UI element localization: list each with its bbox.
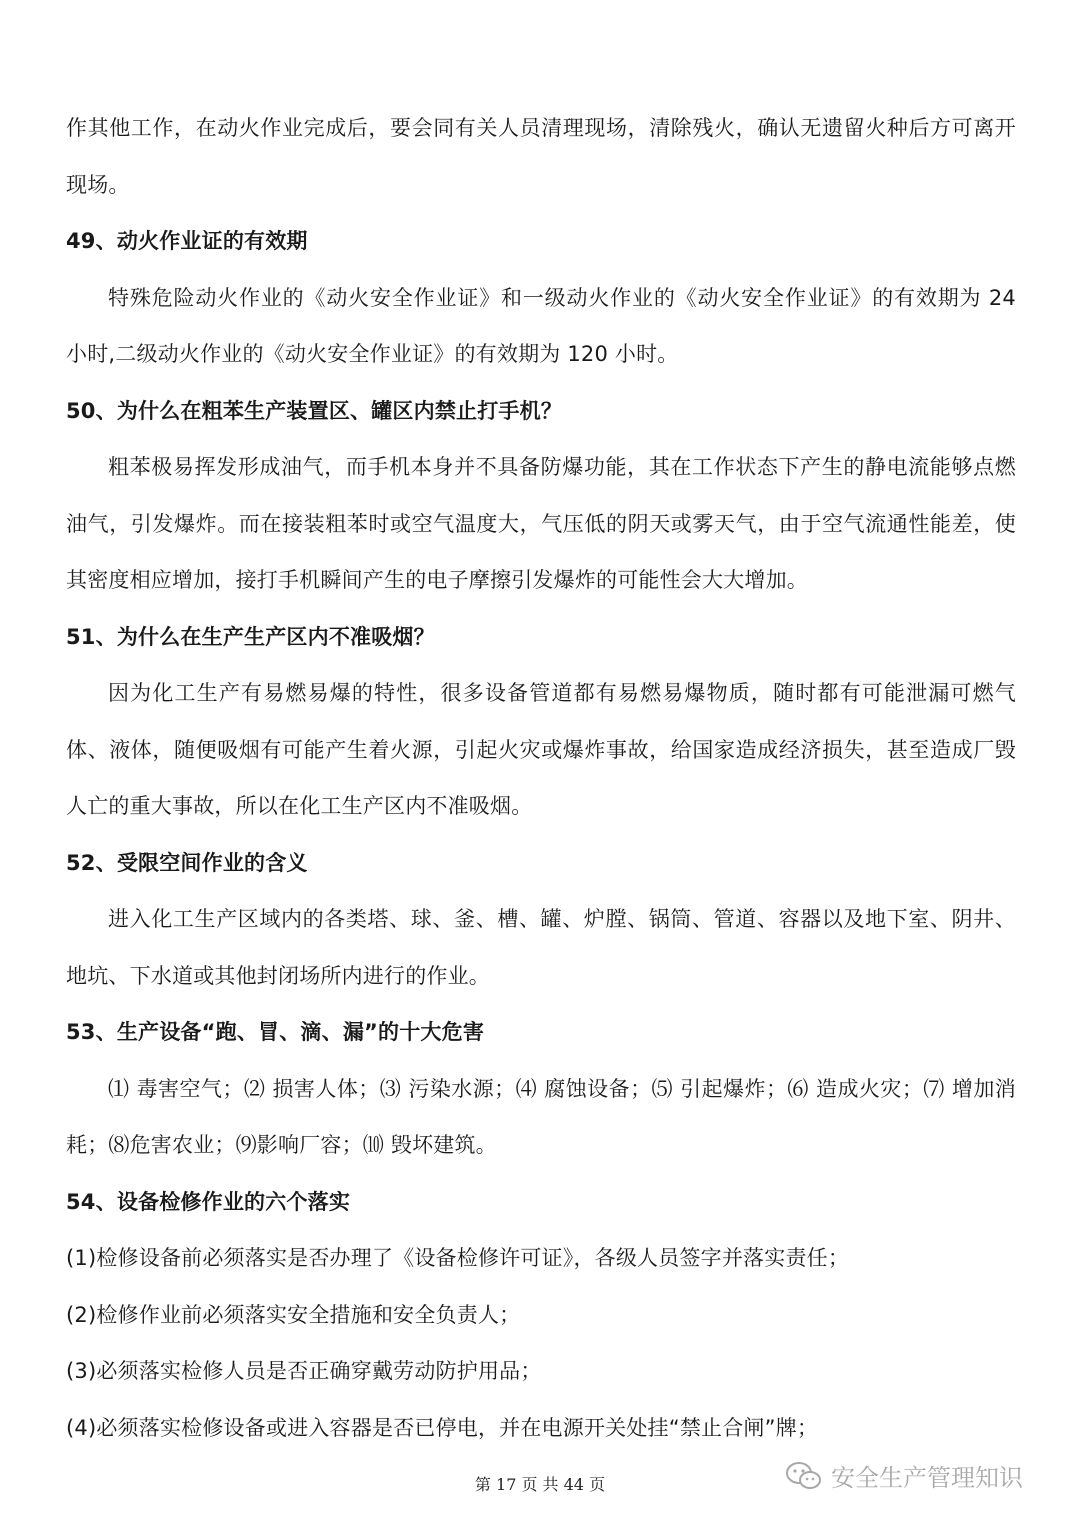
section-heading: 53、生产设备“跑、冒、滴、漏”的十大危害 — [66, 1020, 485, 1044]
body-paragraph: 作其他工作，在动火作业完成后，要会同有关人员清理现场，清除残火，确认无遗留火种后方可离开现场。 — [66, 116, 1016, 197]
body-paragraph: ⑴ 毒害空气；⑵ 损害人体；⑶ 污染水源；⑷ 腐蚀设备；⑸ 引起爆炸；⑹ 造成火灾；⑺ 增加消耗；⑻危害农业；⑼影响厂容；⑽ 毁坏建筑。 — [66, 1076, 1016, 1157]
document-body — [66, 100, 1016, 1456]
body-paragraph: (2)检修作业前必须落实安全措施和安全负责人； — [66, 1302, 521, 1327]
body-paragraph: (4)必须落实检修设备或进入容器是否已停电，并在电源开关处挂“禁止合闸”牌； — [66, 1415, 819, 1440]
watermark — [785, 1458, 1023, 1493]
body-paragraph: 进入化工生产区域内的各类塔、球、釜、槽、罐、炉膛、锅筒、管道、容器以及地下室、阴井、地坑、下水道或其他封闭场所内进行的作业。 — [66, 907, 1016, 988]
body-paragraph: 因为化工生产有易燃易爆的特性，很多设备管道都有易燃易爆物质，随时都有可能泄漏可燃气体、液体，随便吸烟有可能产生着火源，引起火灾或爆炸事故，给国家造成经济损失，甚至造成厂毁人亡的重大事故，所以在化工生产区内不准吸烟。 — [66, 681, 1016, 818]
section-heading: 52、受限空间作业的含义 — [66, 850, 308, 875]
page-number-label: 第 17 页 共 44 页 — [474, 1475, 606, 1494]
section-heading: 51、为什么在生产生产区内不准吸烟？ — [66, 624, 435, 649]
body-paragraph: (3)必须落实检修人员是否正确穿戴劳动防护用品； — [66, 1359, 542, 1383]
section-heading: 54、设备检修作业的六个落实 — [66, 1189, 351, 1214]
section-heading: 49、动火作业证的有效期 — [66, 229, 308, 253]
wechat-icon — [785, 1461, 823, 1491]
section-heading: 50、为什么在粗苯生产装置区、罐区内禁止打手机？ — [66, 398, 563, 423]
body-paragraph: 特殊危险动火作业的《动火安全作业证》和一级动火作业的《动火安全作业证》的有效期为 24 小时,二级动火作业的《动火安全作业证》的有效期为 120 小时。 — [66, 285, 1016, 366]
body-paragraph: (1)检修设备前必须落实是否办理了《设备检修许可证》，各级人员签字并落实责任； — [66, 1246, 850, 1270]
body-paragraph: 粗苯极易挥发形成油气，而手机本身并不具备防爆功能，其在工作状态下产生的静电流能够点燃油气，引发爆炸。而在接装粗苯时或空气温度大，气压低的阴天或雾天气，由于空气流通性能差，使其密度相应增加，接打手机瞬间产生的电子摩擦引发爆炸的可能性会大大增加。 — [66, 455, 1016, 592]
watermark-text: 安全生产管理知识 — [831, 1464, 1023, 1492]
